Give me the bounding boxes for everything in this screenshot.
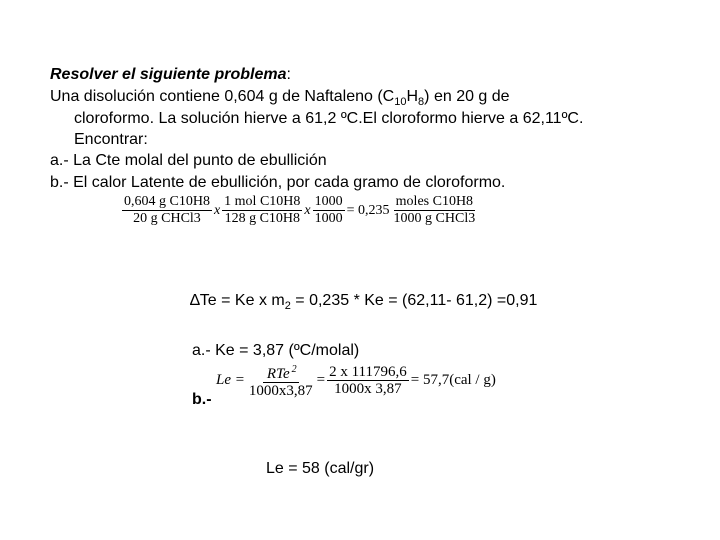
question-a: a.- La Cte molal del punto de ebullición bbox=[50, 152, 327, 169]
problem-heading: Resolver el siguiente problema: bbox=[50, 66, 291, 83]
problem-line3: Encontrar: bbox=[74, 131, 148, 148]
question-b: b.- El calor Latente de ebullición, por cada gramo de cloroformo. bbox=[50, 174, 506, 191]
molality-formula: 0,604 g C10H8 20 g CHCl3 x 1 mol C10H8 128 g C10H8 x $\frac{1000}{1000}$ = 0,235 moles C10H8 1000 g CHCl3 bbox=[124, 194, 476, 226]
problem-line2: cloroformo. La solución hierve a 61,2 ºC.El cloroformo hierve a 62,11ºC. bbox=[74, 110, 584, 127]
final-answer: Le = 58 (cal/gr) bbox=[266, 460, 375, 477]
answer-b-label: b.- bbox=[192, 391, 212, 408]
latent-heat-formula: Le = RTe $^2$ 1000x3,87 = $\frac{2 x 111796,6}{1000x 3,87}$ = 57,7(cal / g) bbox=[216, 364, 496, 399]
problem-line1: Una disolución contiene 0,604 g de Naftaleno $(C_{10}H_8)$ en 20 g de bbox=[50, 88, 510, 109]
answer-a: a.- Ke = 3,87 (ºC/molal) bbox=[192, 342, 360, 359]
delta-te-line: ∆Te = Ke x $m_2 = 0,235 * Ke = (62,11-$ 61,2) =0,91 bbox=[190, 292, 538, 313]
